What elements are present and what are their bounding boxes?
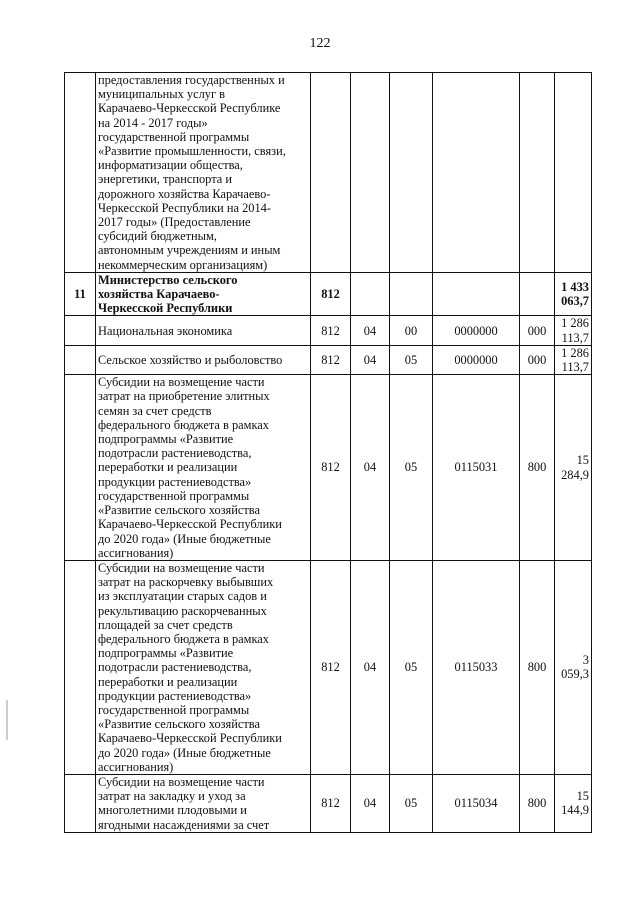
- item-name-line: Карачаево-Черкесской Республики: [98, 517, 282, 532]
- item-name-line: продукции растениеводства»: [98, 688, 252, 703]
- item-name-line: некоммерческим организациям): [98, 257, 268, 272]
- row-number-cell: [65, 560, 96, 774]
- subsection-cell: 05: [390, 375, 433, 561]
- item-name-line: Черкесской Республики на 2014-: [98, 200, 271, 215]
- item-name-line: подотрасли растениеводства,: [98, 446, 252, 461]
- item-name-line: многолетними плодовыми и: [98, 803, 247, 818]
- budget-table-body: [65, 73, 592, 833]
- table-row: [65, 316, 592, 345]
- table-row: [65, 272, 592, 316]
- expense-type-cell: 800: [520, 560, 555, 774]
- item-name-line: подпрограммы «Развитие: [98, 646, 234, 661]
- item-name-line: Карачаево-Черкесской Республики: [98, 731, 282, 746]
- expense-type-cell: 000: [520, 316, 555, 345]
- item-name-line: хозяйства Карачаево-: [98, 287, 220, 302]
- target-article-cell: 0000000: [433, 316, 520, 345]
- row-number-cell: [65, 345, 96, 374]
- table-row: [65, 345, 592, 374]
- page-number: 122: [309, 36, 331, 51]
- scan-artifact: [6, 700, 8, 740]
- subsection-cell: 05: [390, 345, 433, 374]
- row-number-cell: 11: [65, 272, 96, 316]
- row-number-cell: [65, 73, 96, 273]
- section-cell: 04: [351, 375, 390, 561]
- item-name-line: затрат на закладку и уход за: [98, 789, 246, 804]
- table-row: [65, 375, 592, 561]
- item-name-line: ассигнования): [98, 759, 174, 774]
- item-name-cell: [96, 73, 311, 273]
- item-name-line: Субсидии на возмещение части: [98, 774, 265, 789]
- section-cell: [351, 73, 390, 273]
- item-name-line: государственной программы: [98, 129, 250, 144]
- target-article-cell: [433, 73, 520, 273]
- subsection-cell: 00: [390, 316, 433, 345]
- item-name-line: переработки и реализации: [98, 460, 238, 475]
- item-name-line: Национальная экономика: [98, 323, 233, 338]
- item-name-line: федерального бюджета в рамках: [98, 417, 270, 432]
- item-name-line: Министерство сельского: [98, 272, 238, 287]
- amount-cell: 1 286 113,7: [555, 316, 592, 345]
- amount-cell: 1 286 113,7: [555, 345, 592, 374]
- item-name-line: переработки и реализации: [98, 674, 238, 689]
- item-name-line: до 2020 года» (Иные бюджетные: [98, 745, 271, 760]
- item-name-line: Черкесской Республики: [98, 301, 233, 316]
- ministry-code-cell: [311, 73, 351, 273]
- section-cell: [351, 272, 390, 316]
- amount-cell: [555, 73, 592, 273]
- section-cell: 04: [351, 774, 390, 832]
- item-name-cell: [96, 316, 311, 345]
- item-name-line: государственной программы: [98, 488, 250, 503]
- ministry-code-cell: 812: [311, 774, 351, 832]
- target-article-cell: [433, 272, 520, 316]
- row-number-cell: [65, 375, 96, 561]
- item-name-line: ягодными насаждениями за счет: [98, 817, 270, 832]
- item-name-line: до 2020 года» (Иные бюджетные: [98, 531, 271, 546]
- item-name-line: площадей за счет средств: [98, 617, 233, 632]
- item-name-line: государственной программы: [98, 702, 250, 717]
- ministry-code-cell: 812: [311, 272, 351, 316]
- item-name-line: Сельское хозяйство и рыболовство: [98, 352, 283, 367]
- item-name-line: рекультивацию раскорчеванных: [98, 603, 267, 618]
- ministry-code-cell: 812: [311, 375, 351, 561]
- amount-cell: 15 144,9: [555, 774, 592, 832]
- item-name-line: 2017 годы» (Предоставление: [98, 215, 251, 230]
- item-name-line: дорожного хозяйства Карачаево-: [98, 186, 271, 201]
- item-name-cell: [96, 560, 311, 774]
- subsection-cell: [390, 272, 433, 316]
- item-name-line: Карачаево-Черкесской Республике: [98, 101, 281, 116]
- expense-type-cell: [520, 73, 555, 273]
- target-article-cell: 0000000: [433, 345, 520, 374]
- item-name-line: затрат на приобретение элитных: [98, 389, 270, 404]
- row-number-cell: [65, 774, 96, 832]
- item-name-line: семян за счет средств: [98, 403, 212, 418]
- subsection-cell: [390, 73, 433, 273]
- amount-cell: 3 059,3: [555, 560, 592, 774]
- item-name-line: продукции растениеводства»: [98, 474, 252, 489]
- item-name-line: Субсидии на возмещение части: [98, 375, 265, 390]
- item-name-cell: [96, 272, 311, 316]
- item-name-line: на 2014 - 2017 годы»: [98, 115, 208, 130]
- item-name-line: «Развитие сельского хозяйства: [98, 717, 260, 732]
- section-cell: 04: [351, 345, 390, 374]
- amount-cell: 1 433 063,7: [555, 272, 592, 316]
- target-article-cell: 0115031: [433, 375, 520, 561]
- expense-type-cell: 800: [520, 375, 555, 561]
- item-name-line: субсидий бюджетным,: [98, 229, 217, 244]
- amount-cell: 15 284,9: [555, 375, 592, 561]
- item-name-line: федерального бюджета в рамках: [98, 631, 270, 646]
- budget-table: [64, 72, 592, 833]
- ministry-code-cell: 812: [311, 560, 351, 774]
- item-name-line: подпрограммы «Развитие: [98, 432, 234, 447]
- table-row: [65, 73, 592, 273]
- ministry-code-cell: 812: [311, 345, 351, 374]
- section-cell: 04: [351, 560, 390, 774]
- row-number-cell: [65, 316, 96, 345]
- item-name-line: из эксплуатации старых садов и: [98, 589, 267, 604]
- item-name-cell: [96, 345, 311, 374]
- item-name-line: Субсидии на возмещение части: [98, 560, 265, 575]
- item-name-cell: [96, 774, 311, 832]
- item-name-line: «Развитие сельского хозяйства: [98, 503, 260, 518]
- target-article-cell: 0115034: [433, 774, 520, 832]
- ministry-code-cell: 812: [311, 316, 351, 345]
- subsection-cell: 05: [390, 774, 433, 832]
- section-cell: 04: [351, 316, 390, 345]
- expense-type-cell: [520, 272, 555, 316]
- item-name-line: подотрасли растениеводства,: [98, 660, 252, 675]
- table-row: [65, 774, 592, 832]
- item-name-line: предоставления государственных и: [98, 73, 285, 87]
- target-article-cell: 0115033: [433, 560, 520, 774]
- item-name-line: автономным учреждениям и иным: [98, 243, 281, 258]
- expense-type-cell: 800: [520, 774, 555, 832]
- item-name-line: энергетики, транспорта и: [98, 172, 232, 187]
- item-name-line: ассигнования): [98, 545, 174, 560]
- item-name-cell: [96, 375, 311, 561]
- table-row: [65, 560, 592, 774]
- item-name-line: затрат на раскорчевку выбывших: [98, 575, 274, 590]
- item-name-line: информатизации общества,: [98, 158, 243, 173]
- item-name-line: муниципальных услуг в: [98, 87, 225, 102]
- item-name-line: «Развитие промышленности, связи,: [98, 144, 286, 159]
- subsection-cell: 05: [390, 560, 433, 774]
- expense-type-cell: 000: [520, 345, 555, 374]
